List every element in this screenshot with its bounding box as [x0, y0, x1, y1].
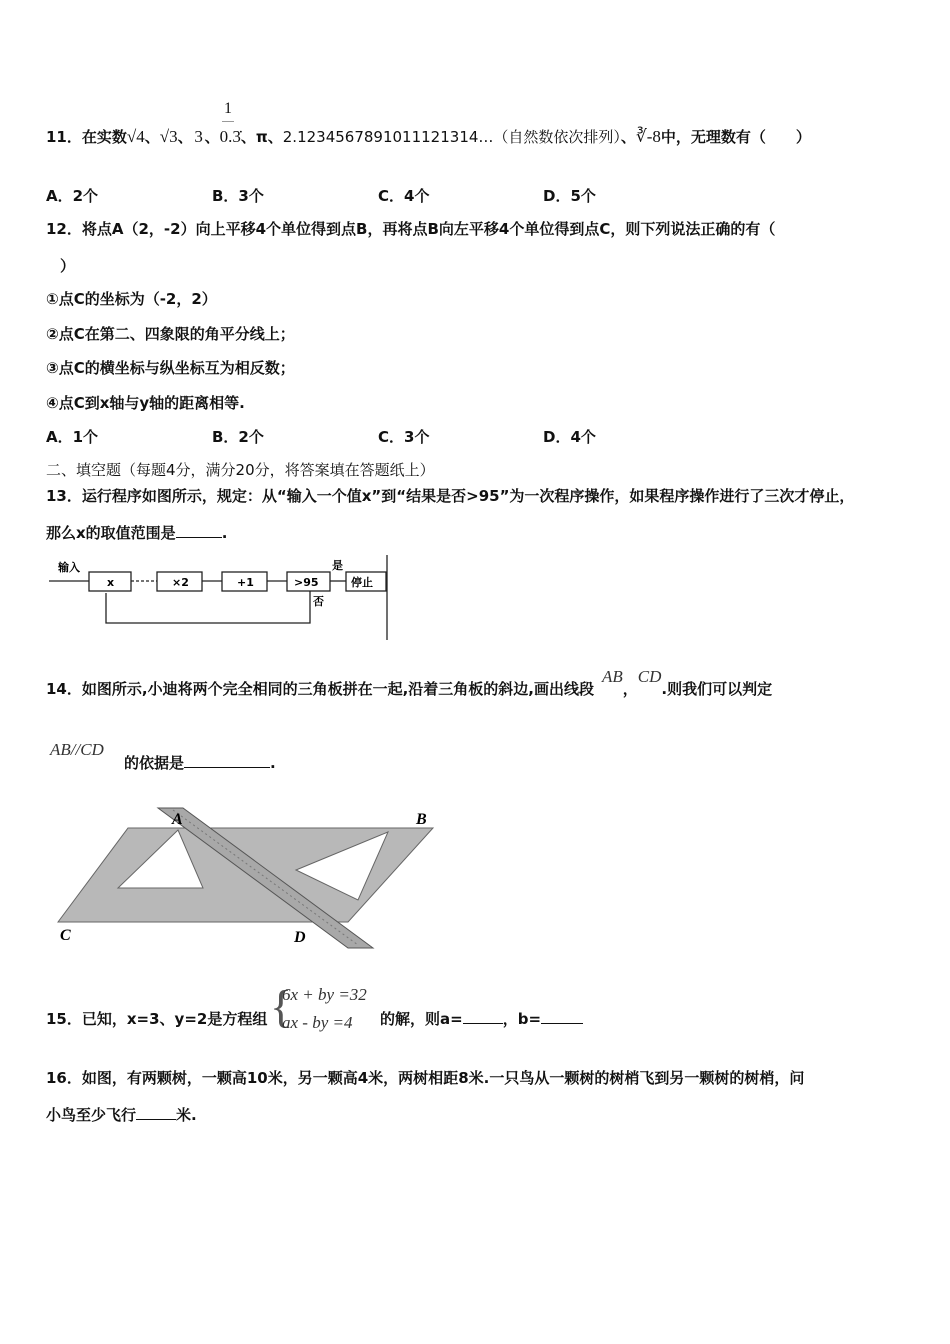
q16-end: 米. [176, 1106, 197, 1124]
q11-option-d: D．5个 [543, 187, 596, 205]
sep: 、 [144, 128, 160, 146]
cube-root: ∛-8 [635, 127, 661, 146]
flow-input-label: 输入 [58, 561, 80, 574]
statement-4: ④点C到x轴与y轴的距离相等. [46, 394, 245, 412]
label-a: A [172, 811, 183, 828]
fraction-bar [222, 121, 234, 122]
sep: 、 [177, 128, 193, 146]
answer-blank [184, 753, 270, 768]
label-d: D [294, 929, 306, 946]
q16-text: 小鸟至少飞行 [46, 1106, 137, 1124]
q11-suffix: 中，无理数有（ ） [660, 128, 811, 146]
flow-stop-box: 停止 [351, 576, 373, 589]
statement-1: ①点C的坐标为（-2，2） [46, 290, 217, 308]
statement-3: ③点C的横坐标与纵坐标互为相反数； [46, 359, 295, 377]
fraction-numerator: 1 [224, 100, 232, 117]
q12-option-b: B．2个 [212, 428, 264, 446]
section-heading: 二、填空题（每题4分，满分20分，将答案填在答题纸上） [46, 461, 435, 479]
q14-text: 14．如图所示,小迪将两个完全相同的三角板拼在一起,沿着三角板的斜边,画出线段 [46, 680, 594, 698]
flowchart-figure [44, 555, 394, 643]
sqrt-3: √3 [159, 127, 178, 146]
period: . [270, 754, 276, 772]
question-16-line2 [46, 1105, 197, 1125]
repeating-decimal: 0.3̇ [219, 127, 241, 146]
pi: π [255, 128, 268, 146]
question-14-line2 [124, 753, 276, 773]
question-14-line1 [46, 667, 773, 699]
sep: 、 [204, 128, 220, 146]
sqrt-4: √4 [126, 127, 145, 146]
q12-option-d: D．4个 [543, 428, 596, 446]
q14-text2: 的依据是 [124, 754, 185, 772]
equation-1: 6x + by =32 [282, 985, 367, 1004]
question-15-suffix [380, 1009, 583, 1029]
flow-box-plus1: +1 [237, 576, 254, 589]
q15-text: 的解，则a= [380, 1010, 463, 1028]
statement-2: ②点C在第二、四象限的角平分线上； [46, 325, 295, 343]
q12-option-a: A．1个 [46, 428, 99, 446]
long-number: 2.1234567891011121314…（自然数依次排列） [282, 128, 621, 146]
triangle-rulers-figure [48, 800, 443, 950]
q14-text-end: .则我们可以判定 [661, 680, 773, 698]
equation-brace: { [270, 981, 293, 1032]
q11-option-b: B．3个 [212, 187, 264, 205]
period: . [221, 524, 228, 542]
equation-2: ax - by =4 [282, 1013, 353, 1032]
segment-ab: AB [601, 667, 623, 686]
q13-text: 那么x的取值范围是 [46, 524, 176, 542]
q11-option-c: C．4个 [378, 187, 430, 205]
answer-blank [136, 1105, 176, 1120]
question-12-line2: ） [60, 257, 76, 275]
question-13-line2 [46, 523, 227, 543]
label-c: C [60, 927, 71, 944]
flow-no-label: 否 [313, 595, 324, 608]
question-12-line1: 12．将点A（2，-2）向上平移4个单位得到点B，再将点B向左平移4个单位得到点C，则下列说法正确的有（ [46, 220, 776, 238]
answer-blank [176, 523, 222, 538]
flow-box-gt95: >95 [294, 576, 319, 589]
sep: 、 [620, 128, 636, 146]
q15-mid: ，b= [502, 1010, 542, 1028]
question-11 [46, 127, 811, 147]
question-13-line1: 13．运行程序如图所示，规定：从“输入一个值x”到“结果是否>95”为一次程序操作，如果程序操作进行了三次才停止， [46, 487, 855, 505]
question-16-line1: 16．如图，有两颗树，一颗高10米，另一颗高4米，两树相距8米.一只鸟从一颗树的树梢飞到另一颗树的树梢，问 [46, 1069, 805, 1087]
answer-blank-a [463, 1009, 503, 1024]
q11-prefix: 11．在实数 [46, 128, 127, 146]
question-15-prefix: 15．已知，x=3、y=2是方程组 [46, 1010, 268, 1028]
fraction-denominator: 3 [194, 127, 203, 146]
comma: ， [622, 680, 638, 698]
answer-blank-b [541, 1009, 583, 1024]
sep: 、 [240, 128, 256, 146]
q12-option-c: C．3个 [378, 428, 430, 446]
q11-option-a: A．2个 [46, 187, 99, 205]
flow-box-x: x [107, 576, 115, 589]
flow-yes-label: 是 [332, 559, 343, 572]
parallel-expression: AB//CD [50, 740, 104, 759]
segment-cd: CD [637, 667, 662, 686]
label-b: B [416, 811, 427, 828]
flow-box-times2: ×2 [172, 576, 189, 589]
sep: 、 [267, 128, 283, 146]
